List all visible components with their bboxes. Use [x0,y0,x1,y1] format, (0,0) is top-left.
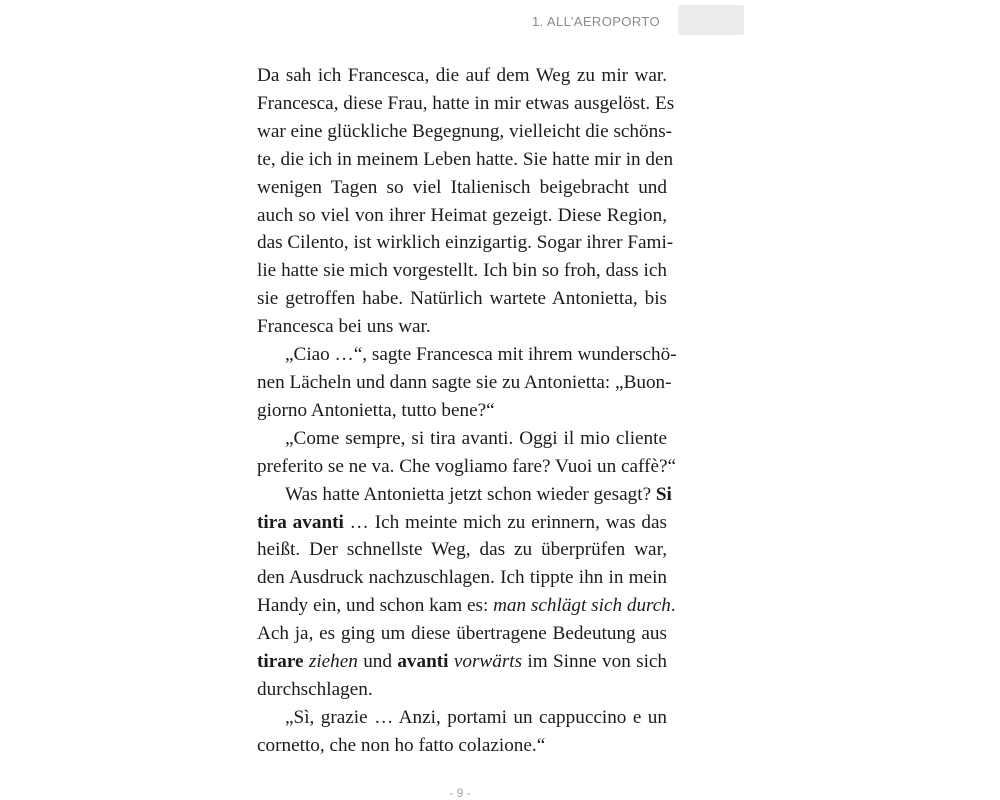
text-run: Francesca, diese Frau, hatte in mir etwas ausgelöst. Es [257,92,675,114]
text-line [257,676,667,704]
text-run: preferito se ne va. Che vogliamo fare? Vuoi un caffè?“ [257,455,677,477]
text-line [257,732,667,760]
paragraph [257,341,677,425]
text-line [257,425,667,453]
text-line [257,62,667,90]
text-line [257,229,674,257]
text-line [257,369,672,397]
text-line [257,648,667,676]
bold-term: avanti [397,651,449,673]
text-run: lie hatte sie mich vorgestellt. Ich bin so froh, dass ich [257,260,667,282]
text-line [257,481,672,509]
text-line [257,509,667,537]
text-run: im Sinne von sich [522,651,668,673]
bold-term: tira avanti [257,511,344,533]
text-line [257,592,676,620]
text-run: . [670,595,676,617]
text-run: durchschlagen. [257,678,373,700]
italic-term: man schlägt sich durch [493,595,671,617]
text-run: … Ich meinte mich zu erinnern, was das [343,511,667,533]
page-number: - 9 - [449,786,471,800]
text-run: „Sì, grazie … Anzi, portami un cappuccino e un [285,706,667,728]
text-run: das Cilento, ist wirklich einzigartig. Sogar ihrer Fami- [257,232,674,254]
text-line [257,257,667,285]
text-run: te, die ich in meinem Leben hatte. Sie hatte mir in den [257,148,674,170]
text-run: cornetto, che non ho fatto colazione.“ [257,734,546,756]
text-run: war eine glückliche Begegnung, vielleicht die schöns- [257,120,673,142]
text-line [257,536,667,564]
paragraph [257,704,667,760]
paragraph [257,481,676,704]
body-text [257,62,677,760]
text-run: heißt. Der schnellste Weg, das zu überprüfen war, [257,539,667,561]
text-line [257,397,667,425]
text-line [257,341,677,369]
text-run: den Ausdruck nachzuschlagen. Ich tippte ihn in mein [257,567,667,589]
text-line [257,174,667,202]
text-line [257,313,667,341]
text-run: wenigen Tagen so viel Italienisch beigebracht und [257,176,667,198]
text-run: nen Lächeln und dann sagte sie zu Antonietta: „Buon- [257,371,672,393]
italic-term: vorwärts [453,651,523,673]
italic-term: ziehen [308,651,358,673]
bold-term: tirare [257,651,304,673]
bold-term: Si [655,483,672,505]
text-line [257,704,667,732]
text-run: Da sah ich Francesca, die auf dem Weg zu mir war. [257,65,667,86]
text-run: und [357,651,398,673]
text-run: „Come sempre, si tira avanti. Oggi il mio cliente [285,427,667,449]
text-line [257,285,667,313]
chapter-header: 1. ALL’AEROPORTO [531,14,660,29]
text-run: Was hatte Antonietta jetzt schon wieder gesagt? [285,483,656,505]
text-run: Handy ein, und schon kam es: [257,595,494,617]
text-line [257,118,673,146]
page-tab-marker [678,5,744,35]
text-run: sie getroffen habe. Natürlich wartete Antonietta, bis [257,288,667,310]
text-line [257,453,677,481]
text-run: Francesca bei uns war. [257,316,431,338]
text-run: „Ciao …“, sagte Francesca mit ihrem wunderschö- [285,344,677,366]
paragraph [257,62,675,341]
text-line [257,620,667,648]
text-run: auch so viel von ihrer Heimat gezeigt. Diese Region, [257,204,667,226]
text-line [257,146,674,174]
text-run: Ach ja, es ging um diese übertragene Bedeutung aus [257,623,667,645]
text-run: giorno Antonietta, tutto bene?“ [257,399,495,421]
text-line [257,90,675,118]
text-line [257,202,667,230]
text-line [257,564,667,592]
paragraph [257,425,677,481]
